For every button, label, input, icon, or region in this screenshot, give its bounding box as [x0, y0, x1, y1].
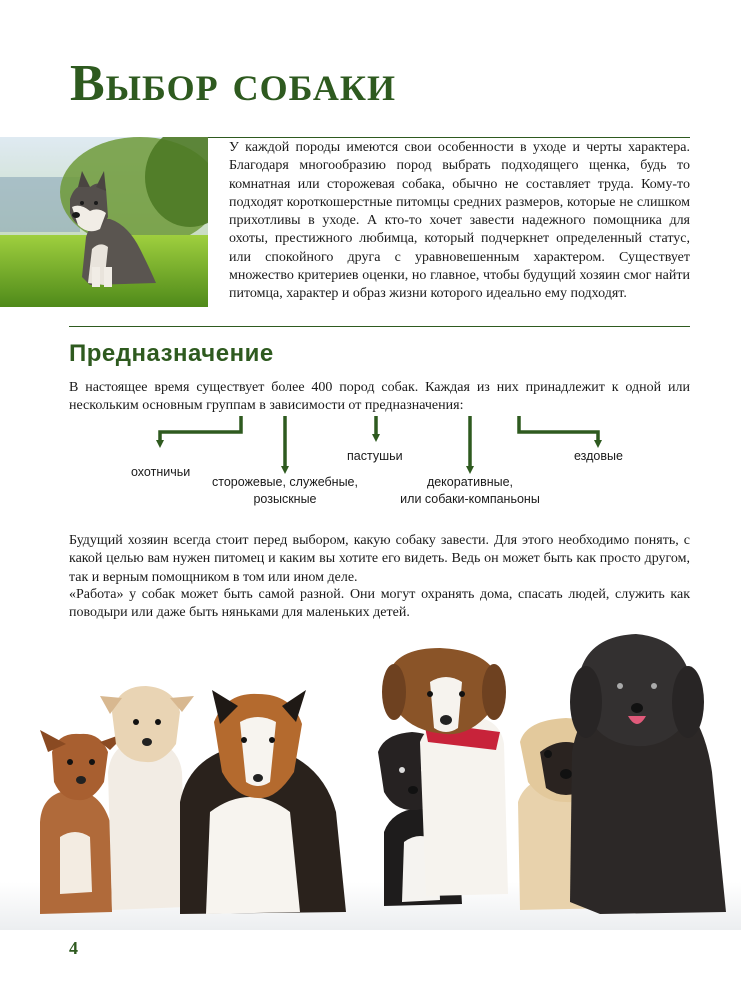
group-herding-label: пастушьи [347, 449, 403, 463]
group-decorative [395, 474, 545, 508]
group-hunting [131, 464, 190, 481]
purpose-intro-text: В настоящее время существует более 400 пород собак. Каждая из них принадлежит к одной или нескольким основным группам в зависимости от предназначения: [69, 380, 690, 414]
group-decorative-label-1: декоративные, [426, 475, 514, 489]
page-title: Выбор собаки [70, 55, 397, 112]
choice-paragraph: Будущий хозяин всегда стоит перед выбором, какую собаку завести. Для этого необходимо понять, с какой целью вам нужен питомец и каким вы хотите его видеть. Ведь он может быть как просто другом, так и верным помощником в том или ином деле. [69, 533, 690, 585]
group-hunting-label: охотничьи [131, 465, 191, 479]
group-decorative-label-2: или собаки-компаньоны [400, 492, 540, 506]
group-guard-label-1: сторожевые, служебные, [212, 475, 358, 489]
group-sled-label: ездовые [574, 449, 623, 463]
page-number: 4 [69, 938, 78, 958]
group-guard [210, 474, 360, 508]
group-sled [574, 448, 623, 465]
group-guard-label-2: розыскные [253, 492, 317, 506]
dog-breeds-photo [0, 632, 741, 930]
work-paragraph: «Работа» у собак может быть самой разной. Они могут охранять дома, спасать людей, служить как поводыри или даже быть няньками для маленьких детей. [69, 587, 690, 621]
group-herding [347, 448, 403, 465]
arrow-sled [519, 416, 598, 444]
section-heading: Предназначение [69, 340, 274, 367]
intro-paragraph: У каждой породы имеются свои особенности в уходе и черты характера. Благодаря многообразию пород выбрать подходящего щенка, будь то комнатная или сторожевая собака, обычно не составляет труда. Кому-то подходят короткошерстные питомцы средних размеров, которые не слишком прихотливы в уходе. А кто-то хочет завести надежного помощника для охоты, престижного любимца, который подчеркнет определенный статус, или спокойного друга с уравновешенным характером. Существует множество критериев оценки, но главное, чтобы будущий хозяин смог найти питомца, характер и образ жизни которого идеально ему подходят. [229, 140, 690, 302]
arrow-hunting [160, 416, 241, 444]
purpose-groups-diagram [0, 410, 741, 510]
husky-puppy-photo [0, 137, 208, 307]
section-divider [69, 326, 690, 327]
